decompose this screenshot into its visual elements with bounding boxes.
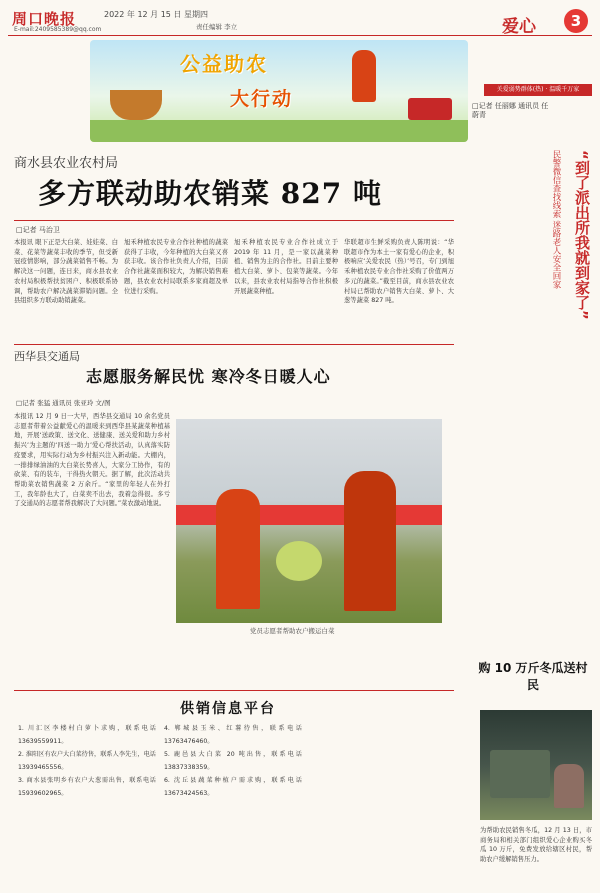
vertical-headline: “到了派出所我就到家了” — [573, 150, 591, 320]
field-illustration — [90, 120, 468, 142]
vegetable-basket-icon — [110, 90, 162, 120]
supply-item: 5. 鹿邑县大白菜 20 吨出售，联系电话 13837338359。 — [164, 751, 302, 771]
page-header — [8, 6, 592, 36]
article1-headline: 多方联动助农销菜 827 吨 — [38, 177, 382, 210]
divider — [14, 344, 454, 345]
right-byline: □记者 任丽娜 通讯员 任蔚青 — [472, 102, 549, 120]
editor-line: 责任编辑 李立 — [196, 23, 238, 31]
volunteer-figure — [344, 471, 396, 611]
supply-list — [164, 722, 302, 882]
banner-subtitle: 大行动 — [230, 88, 294, 110]
farmer-illustration — [352, 50, 376, 102]
winter-melon-caption: 为帮助农民销售冬瓜，12 月 13 日，市商务局和相关部门组织爱心企业购买冬瓜 10 万斤，免费发放给辖区村民，帮助农户缓解销售压力。 — [480, 827, 592, 864]
truck-illustration — [490, 750, 550, 798]
article1-byline: □记者 马治卫 — [16, 226, 60, 234]
supply-item: 2. 淮阳区有农户大白菜待售，联系人李先生，电话 13939465556。 — [18, 751, 156, 771]
article2-body: 本报讯 12 月 9 日一大早，西华县交通局 10 余名党员志愿者带着公益献爱心的温暖来到西华县某蔬菜种植基地，开展‘送政策、送文化、送健康、送关爱和助力乡村振兴’为主题的‘四送一助力’爱心帮扶活动，认真落实防疫要求，用实际行动为乡村振兴注入新动能。大棚内，一排排绿油油的大白菜长势喜人，大家分工协作，有的砍菜、有的装车，干得热火朝天。据了解，此次活动共帮助菜农销售蔬菜 2 万余斤。“家里的年轻人在外打工，我年龄也大了，白菜卖不出去，我着急得很。多亏了交通局的志愿者帮我解决了大问题。”菜农激动地说。 — [14, 413, 170, 508]
supply-item: 1. 川汇区李楼村白萝卜求购，联系电话 13639559911。 — [18, 725, 156, 745]
article1-column: 华联超市生鲜采购负责人陈明说：“华联超市作为本土一家有爱心的企业，积极响应‘关爱农民（热）’号召，专门到旭禾种植农民专业合作社采购了价值两万多元的蔬菜。”截至目前，商水县农业农村局已帮助农户销售大白菜、萝卜、大葱等蔬菜 827 吨。 — [344, 239, 454, 305]
contact-email: E-mail:2409585389@qq.com — [14, 26, 102, 33]
banner-title: 公益助农 — [180, 52, 268, 76]
volunteer-figure — [216, 489, 260, 609]
section-tagline: 关爱弱势群体(热) · 温暖千万家 — [484, 84, 592, 96]
supply-item: 4. 郸城县玉米、红薯待售，联系电话 13763476460。 — [164, 725, 302, 745]
supply-platform-title: 供销信息平台 — [180, 701, 276, 717]
section-title: 爱心 — [502, 17, 536, 37]
article2-headline: 志愿服务解民忧 寒冷冬日暖人心 — [86, 367, 331, 386]
campaign-banner — [90, 40, 468, 142]
article1-column: 旭禾种植农民专业合作社成立于 2019 年 11 月，是一家以蔬菜种植、销售为主的合作社。目前主要种植大白菜、萝卜、包菜等蔬菜。今年以来，县农业农村局指导合作社积极开展蔬菜种植。 — [234, 239, 338, 295]
vertical-subheadline: 民警微信查找线索 迷路老人安全回家 — [551, 150, 561, 289]
article1-column: 本报讯 眼下正是大白菜、娃娃菜、白菜、花菜等蔬菜丰收的季节，但受新冠疫情影响，部分蔬菜销售不畅。为解决这一问题，连日来，商水县农业农村局积极帮扶贫困户、积极联系协调，帮助农户解决蔬菜滞销问题。全县组织多方联动助销蔬菜。 — [14, 239, 118, 305]
article1-source: 商水县农业农村局 — [14, 156, 119, 171]
article2-source: 西华县交通局 — [14, 350, 80, 363]
divider — [14, 690, 454, 691]
winter-melon-headline: 购 10 万斤冬瓜送村民 — [478, 661, 588, 692]
tractor-icon — [408, 98, 452, 120]
newspaper-logo: 周口晚报 — [12, 10, 77, 28]
supply-item: 3. 商水县张明乡有农户大葱需出售，联系电话 15939602965。 — [18, 777, 156, 797]
photo-caption: 党员志愿者帮助农户搬运白菜 — [250, 627, 335, 635]
villager-figure — [554, 764, 584, 808]
divider — [14, 220, 454, 221]
volunteer-photo — [176, 419, 442, 623]
page-number-badge: 3 — [564, 9, 588, 33]
issue-date: 2022 年 12 月 15 日 星期四 — [104, 10, 208, 19]
article2-byline: □记者 张猛 通讯员 张亚玲 文/图 — [16, 399, 111, 407]
supply-item: 6. 沈丘县蔬菜种植户需求购，联系电话 13673424563。 — [164, 777, 302, 797]
winter-melon-photo — [480, 710, 592, 820]
cabbage-illustration — [276, 541, 322, 581]
article1-column: 旭禾种植农民专业合作社种植的蔬菜获得了丰收，今年种植的大白菜又喜获丰收。该合作社负责人介绍，目前合作社蔬菜面积较大，为解决销售难题，县农业农村局联系多家商超及单位进行采购。 — [124, 239, 228, 295]
supply-list — [18, 722, 156, 882]
